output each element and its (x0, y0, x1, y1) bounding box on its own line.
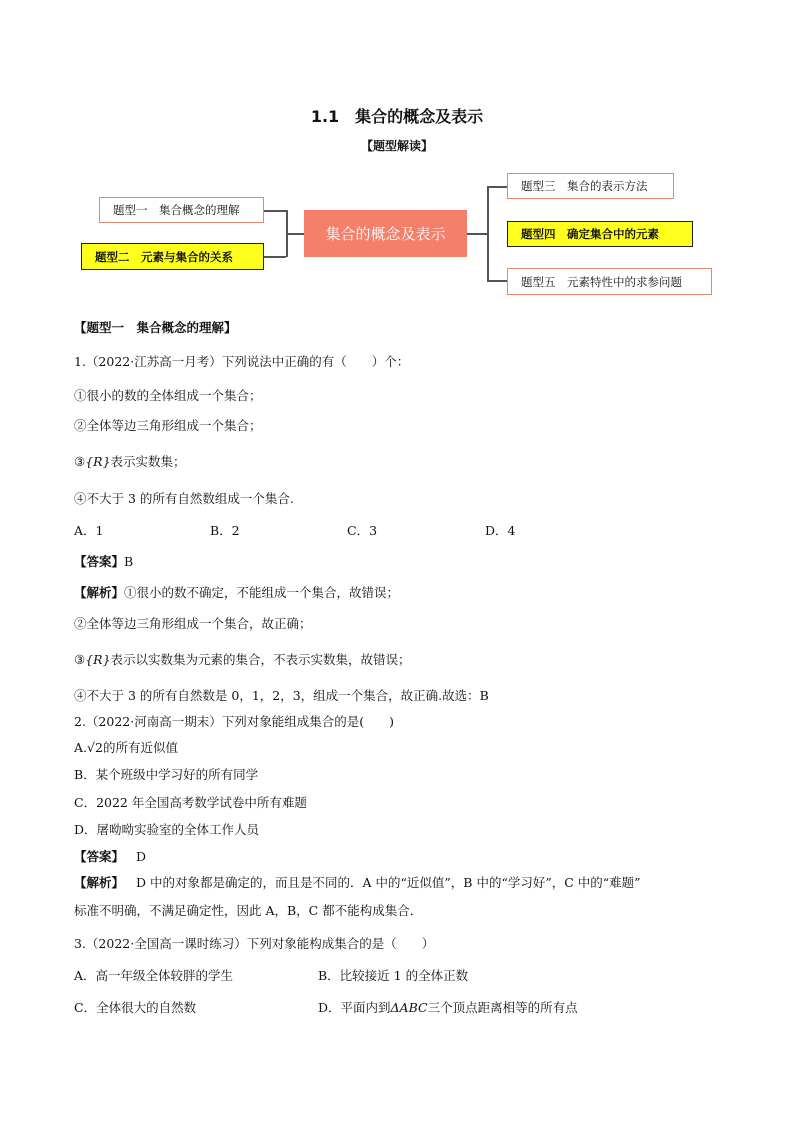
question-2-option-d: D．屠呦呦实验室的全体工作人员 (74, 822, 260, 837)
question-1-statement-2: ②全体等边三角形组成一个集合； (74, 418, 262, 433)
question-1-stem: 1.（2022·江苏高一月考）下列说法中正确的有（ ）个： (74, 354, 410, 369)
math-triangle-abc: ΔABC (390, 1000, 428, 1015)
connector-line (286, 233, 304, 235)
statement-3-text: 表示实数集； (110, 454, 186, 469)
connector-line (264, 210, 286, 212)
connector-line (264, 256, 286, 258)
answer-value: B (124, 554, 134, 569)
question-1-analysis-4: ④不大于 3 的所有自然数是 0，1，2，3，组成一个集合，故正确.故选：B (74, 688, 489, 703)
question-3-option-a: A．高一年级全体较胖的学生 (74, 968, 234, 983)
question-1-answer (74, 552, 133, 570)
connector-line (487, 186, 489, 281)
question-2-option-b: B．某个班级中学习好的所有同学 (74, 767, 259, 782)
question-1-option-c: C．3 (347, 523, 378, 538)
question-2-option-a (74, 738, 178, 756)
question-3-option-b: B．比较接近 1 的全体正数 (318, 968, 469, 983)
question-1-analysis-1 (74, 583, 399, 601)
question-2-answer (74, 847, 146, 865)
mindmap-node-type3: 题型三 集合的表示方法 (507, 173, 674, 199)
question-1-option-a: A．1 (74, 523, 104, 538)
question-1-analysis-2: ②全体等边三角形组成一个集合，故正确； (74, 616, 312, 631)
question-1-statement-4: ④不大于 3 的所有自然数组成一个集合. (74, 491, 294, 506)
option-a-text: 的所有近似值 (102, 740, 178, 755)
question-2-analysis-2: 标准不明确，不满足确定性，因此 A，B，C 都不能构成集合． (74, 903, 423, 918)
answer-label: 【答案】 (74, 849, 125, 864)
option-d-text-start: D．平面内到 (318, 1000, 391, 1015)
question-2-option-c: C．2022 年全国高考数学试卷中所有难题 (74, 795, 307, 810)
math-set-R: {R} (85, 652, 111, 667)
question-3-option-c: C．全体很大的自然数 (74, 1000, 197, 1015)
analysis-text: D 中的对象都是确定的，而且是不同的．A 中的“近似值”，B 中的“学习好”，C 中的“难题” (136, 875, 641, 890)
mindmap-node-type1: 题型一 集合概念的理解 (99, 197, 264, 223)
question-1-statement-3 (74, 452, 186, 470)
question-2-stem: 2.（2022·河南高一期末）下列对象能组成集合的是( ) (74, 714, 394, 729)
math-sqrt-2: √2 (87, 740, 103, 755)
answer-value: D (136, 849, 147, 864)
mindmap-node-type4: 题型四 确定集合中的元素 (507, 221, 693, 247)
section-heading: 【题型一 集合概念的理解】 (74, 320, 237, 335)
analysis-3-text: 表示以实数集为元素的集合，不表示实数集，故错误； (110, 652, 411, 667)
option-d-text-end: 三个顶点距离相等的所有点 (427, 1000, 578, 1015)
mindmap-node-type5: 题型五 元素特性中的求参问题 (507, 268, 712, 295)
analysis-text: ①很小的数不确定，不能组成一个集合，故错误； (124, 585, 400, 600)
statement-3-number: ③ (74, 454, 86, 469)
connector-line (487, 280, 507, 282)
question-2-analysis-1 (74, 873, 641, 891)
page-title: 1.1 集合的概念及表示 (310, 107, 484, 126)
connector-line (487, 186, 507, 188)
math-set-R: {R} (85, 454, 111, 469)
connector-line (467, 233, 487, 235)
analysis-label: 【解析】 (74, 585, 125, 600)
question-1-option-d: D．4 (485, 523, 516, 538)
question-3-option-d (318, 998, 578, 1016)
question-1-option-b: B．2 (210, 523, 240, 538)
mindmap-center-node: 集合的概念及表示 (304, 210, 467, 257)
analysis-label: 【解析】 (74, 875, 125, 890)
option-a-letter: A. (74, 740, 88, 755)
mindmap-node-type2: 题型二 元素与集合的关系 (81, 243, 264, 270)
question-1-statement-1: ①很小的数的全体组成一个集合； (74, 388, 262, 403)
answer-label: 【答案】 (74, 554, 125, 569)
question-3-stem: 3.（2022·全国高一课时练习）下列对象能构成集合的是（ ） (74, 936, 435, 951)
analysis-3-number: ③ (74, 652, 86, 667)
question-1-analysis-3 (74, 650, 411, 668)
page-subtitle: 【题型解读】 (360, 139, 433, 153)
